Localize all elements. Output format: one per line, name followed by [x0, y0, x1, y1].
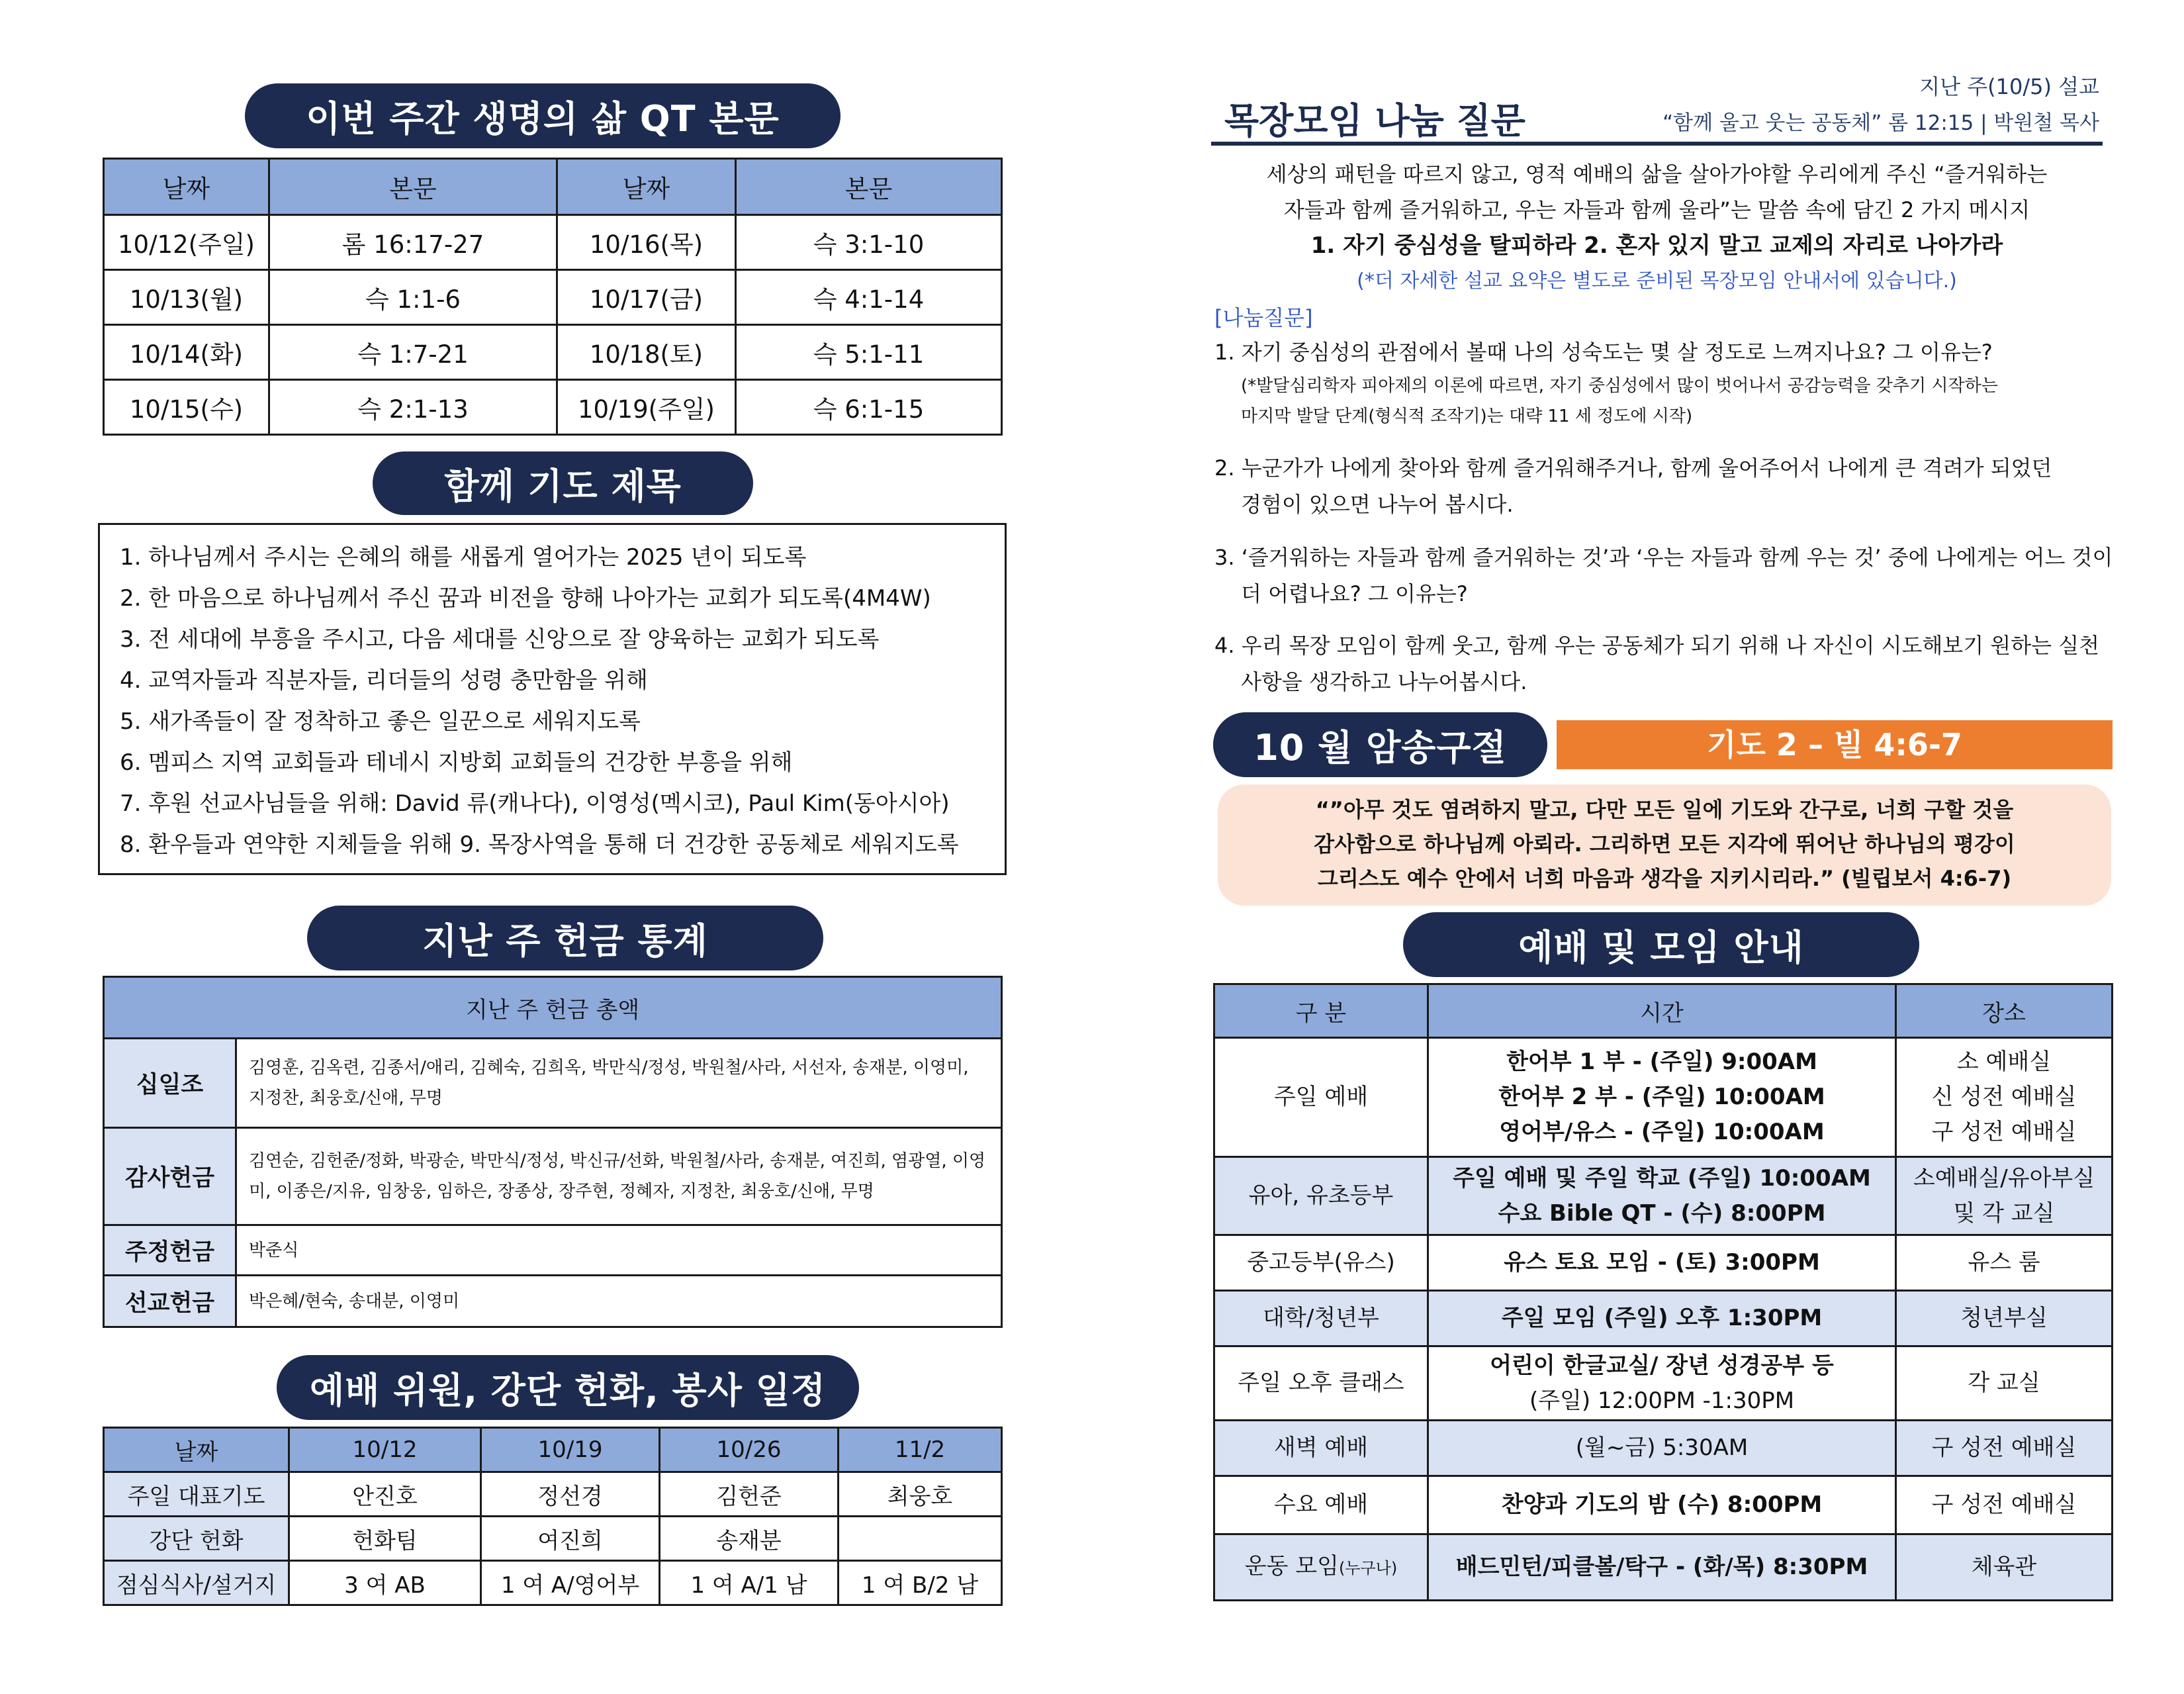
services-title: 예배 및 모임 안내: [1403, 912, 1919, 977]
qt-cell: 10/17(금): [557, 270, 736, 325]
service-label-small: (누구나): [1338, 1558, 1398, 1577]
duty-cell: 안진호: [289, 1472, 481, 1517]
service-time: 주일 예배 및 주일 학교 (주일) 10:00AM: [1453, 1164, 1871, 1192]
service-label: 주일 오후 클래스: [1214, 1346, 1428, 1421]
memory-title: 10 월 암송구절: [1213, 712, 1547, 777]
offering-label: 주정헌금: [104, 1225, 236, 1276]
qt-cell: 슥 5:1-11: [736, 325, 1002, 380]
duty-cell: 헌화팀: [289, 1517, 481, 1561]
qt-cell: 슥 1:1-6: [269, 270, 557, 325]
service-time: (주일) 12:00PM -1:30PM: [1529, 1387, 1795, 1414]
sermon-info: 지난 주(10/5) 설교: [1919, 74, 2099, 99]
table-row: [1214, 1421, 2113, 1476]
prayer-item: 7. 후원 선교사님들을 위해: David 류(캐나다), 이영성(멕시코), Paul Kim(동아시아): [120, 790, 950, 817]
service-label: [1214, 1534, 1428, 1601]
service-place: 및 각 교실: [1953, 1200, 2055, 1227]
offering-table: [103, 976, 1003, 1328]
qt-cell: 롬 16:17-27: [269, 215, 557, 270]
question-note: 마지막 발달 단계(형식적 조작기)는 대략 11 세 정도에 시작): [1241, 406, 1693, 426]
duty-cell: 송재분: [660, 1517, 839, 1561]
question-text: 3. ‘즐거워하는 자들과 함께 즐거워하는 것’과 ‘우는 자들과 함께 우는 것’ 중에 나에게는 어느 것이: [1214, 545, 2113, 570]
duty-header: 11/2: [839, 1428, 1002, 1472]
service-time: 수요 Bible QT - (수) 8:00PM: [1498, 1200, 1826, 1227]
qt-table: [103, 158, 1003, 436]
duty-cell: 최웅호: [839, 1472, 1002, 1517]
service-place: 신 성전 예배실: [1931, 1084, 2077, 1110]
service-place: 체육관: [1971, 1554, 2037, 1580]
service-label: 유아, 유초등부: [1214, 1157, 1428, 1235]
qt-header: 날짜: [557, 159, 736, 215]
offering-title: 지난 주 헌금 통계: [307, 906, 823, 970]
memory-verse-box: [1218, 784, 2111, 906]
table-row: [1214, 1038, 2113, 1157]
qt-cell: 10/12(주일): [104, 215, 269, 270]
offering-label: 십일조: [104, 1039, 236, 1128]
intro-line: 세상의 패턴을 따르지 않고, 영적 예배의 삶을 살아가야할 우리에게 주신 “즐거워하는: [1266, 162, 2048, 187]
table-row: [104, 215, 1002, 270]
sermon-title: “함께 울고 웃는 공동체” 롬 12:15 | 박원철 목사: [1662, 111, 2099, 135]
qt-cell: 슥 1:7-21: [269, 325, 557, 380]
duty-header: 날짜: [104, 1428, 289, 1472]
offering-label: 선교헌금: [104, 1276, 236, 1327]
service-place: 청년부실: [1960, 1305, 2048, 1331]
service-label: 대학/청년부: [1214, 1291, 1428, 1346]
table-row: [1214, 1346, 2113, 1421]
offering-header: 지난 주 헌금 총액: [104, 977, 1002, 1039]
question-text: 경험이 있으면 나누어 봅시다.: [1241, 492, 1514, 517]
question-2: [1214, 450, 2115, 523]
table-row: [104, 1128, 1002, 1225]
offering-label: 감사헌금: [104, 1128, 236, 1225]
qt-header: 본문: [736, 159, 1002, 215]
duty-cell: 여진희: [481, 1517, 660, 1561]
service-place: 소예배실/유아부실: [1913, 1164, 2095, 1192]
duty-header: 10/19: [481, 1428, 660, 1472]
service-time: 한어부 2 부 - (주일) 10:00AM: [1498, 1084, 1825, 1110]
prayer-item: 2. 한 마음으로 하나님께서 주신 꿈과 비전을 향해 나아가는 교회가 되도록(4M4W): [120, 585, 931, 612]
table-row: [104, 1472, 1002, 1517]
duty-cell: 3 여 AB: [289, 1561, 481, 1605]
intro-line: 자들과 함께 즐거워하고, 우는 자들과 함께 울라”는 말씀 속에 담긴 2 가지 메시지: [1283, 197, 2030, 222]
sharing-label: [나눔질문]: [1214, 305, 1313, 330]
service-time: 배드민턴/피클볼/탁구 - (화/목) 8:30PM: [1455, 1554, 1868, 1580]
qt-title: 이번 주간 생명의 삶 QT 본문: [245, 83, 841, 148]
table-row: [1214, 1235, 2113, 1291]
service-label-text: 운동 모임: [1244, 1552, 1339, 1579]
service-time: 영어부/유스 - (주일) 10:00AM: [1499, 1119, 1825, 1145]
qt-cell: 슥 3:1-10: [736, 215, 1002, 270]
question-4: [1214, 628, 2115, 700]
service-time: 어린이 한글교실/ 장년 성경공부 등: [1490, 1352, 1834, 1379]
duty-cell: 1 여 A/1 남: [660, 1561, 839, 1605]
qt-header: 날짜: [104, 159, 269, 215]
service-place: 유스 룸: [1968, 1249, 2040, 1276]
question-text: 2. 누군가가 나에게 찾아와 함께 즐거워해주거나, 함께 울어주어서 나에게 큰 격려가 되었던: [1214, 455, 2052, 481]
table-row: [104, 1561, 1002, 1605]
offering-names: 김연순, 김헌준/정화, 박광순, 박만식/정성, 박신규/선화, 박원철/사라, 송재분, 여진희, 염광열, 이영미, 이종은/지유, 임창웅, 임하은, 장종상, 장주현, 정혜자, 지정찬, 최웅호/신애, 무명: [236, 1128, 1002, 1225]
qt-header: 본문: [269, 159, 557, 215]
memory-reference: 기도 2 – 빌 4:6-7: [1557, 720, 2113, 769]
qt-cell: 슥 4:1-14: [736, 270, 1002, 325]
sermon-points: 1. 자기 중심성을 탈피하라 2. 혼자 있지 말고 교제의 자리로 나아가라: [1310, 232, 2003, 259]
table-row: [104, 380, 1002, 435]
question-note: (*발달심리학자 피아제의 이론에 따르면, 자기 중심성에서 많이 벗어나서 공감능력을 갖추기 시작하는: [1241, 376, 1998, 396]
qt-cell: 10/16(목): [557, 215, 736, 270]
question-text: 1. 자기 중심성의 관점에서 볼때 나의 성숙도는 몇 살 정도로 느껴지나요? 그 이유는?: [1214, 340, 1993, 365]
offering-names: 박은혜/현숙, 송대분, 이영미: [236, 1276, 1002, 1327]
prayer-list: [98, 523, 1007, 875]
duty-cell: 김헌준: [660, 1472, 839, 1517]
prayer-item: 3. 전 세대에 부흥을 주시고, 다음 세대를 신앙으로 잘 양육하는 교회가 되도록: [120, 626, 880, 653]
service-place: 소 예배실: [1956, 1049, 2052, 1075]
qt-cell: 10/19(주일): [557, 380, 736, 435]
duty-cell: 1 여 A/영어부: [481, 1561, 660, 1605]
table-row: [104, 325, 1002, 380]
table-row: [104, 1517, 1002, 1561]
offering-names: 박준식: [236, 1225, 1002, 1276]
question-text: 더 어렵나요? 그 이유는?: [1241, 581, 1468, 606]
sharing-intro: [1211, 156, 2103, 299]
service-time: 유스 토요 모임 - (토) 3:00PM: [1504, 1249, 1820, 1276]
service-label: 수요 예배: [1214, 1476, 1428, 1534]
sharing-title: 목장모임 나눔 질문: [1224, 100, 1525, 142]
qt-cell: 10/15(수): [104, 380, 269, 435]
question-1: [1214, 334, 2115, 432]
memory-verse-line: “”아무 것도 염려하지 말고, 다만 모든 일에 기도와 간구로, 너희 구할 것을: [1315, 797, 2014, 822]
table-row: [1214, 1476, 2113, 1534]
table-row: [1214, 1157, 2113, 1235]
service-label: 주일 예배: [1214, 1038, 1428, 1157]
prayer-item: 5. 새가족들이 잘 정착하고 좋은 일꾼으로 세워지도록: [120, 708, 641, 735]
table-row: [104, 270, 1002, 325]
duty-cell: 1 여 B/2 남: [839, 1561, 1002, 1605]
qt-cell: 슥 2:1-13: [269, 380, 557, 435]
title-underline: [1211, 142, 2103, 146]
service-label: 새벽 예배: [1214, 1421, 1428, 1476]
table-row: [104, 1225, 1002, 1276]
question-text: 4. 우리 목장 모임이 함께 웃고, 함께 우는 공동체가 되기 위해 나 자신이 시도해보기 원하는 실천: [1214, 633, 2100, 658]
prayer-item: 6. 멤피스 지역 교회들과 테네시 지방회 교회들의 건강한 부흥을 위해: [120, 749, 793, 776]
duty-label: 점심식사/설거지: [104, 1561, 289, 1605]
question-3: [1214, 540, 2115, 612]
services-header: 장소: [1896, 984, 2113, 1038]
qt-cell: 10/14(화): [104, 325, 269, 380]
services-table: [1213, 983, 2113, 1601]
service-place: 각 교실: [1968, 1370, 2040, 1396]
prayer-title: 함께 기도 제목: [373, 451, 753, 515]
services-header: 시간: [1428, 984, 1896, 1038]
qt-cell: 10/18(토): [557, 325, 736, 380]
table-row: [1214, 1534, 2113, 1601]
duty-cell: 정선경: [481, 1472, 660, 1517]
offering-names: 김영훈, 김옥련, 김종서/애리, 김혜숙, 김희옥, 박만식/정성, 박원철/사라, 서선자, 송재분, 이영미, 지정찬, 최웅호/신애, 무명: [236, 1039, 1002, 1128]
duty-cell: [839, 1517, 1002, 1561]
duty-title: 예배 위원, 강단 헌화, 봉사 일정: [277, 1355, 859, 1420]
service-time: (월~금) 5:30AM: [1575, 1435, 1749, 1461]
table-row: [1214, 1291, 2113, 1346]
question-text: 사항을 생각하고 나누어봅시다.: [1241, 669, 1527, 694]
service-place: 구 성전 예배실: [1931, 1435, 2077, 1461]
sermon-notice: (*더 자세한 설교 요약은 별도로 준비된 목장모임 안내서에 있습니다.): [1357, 269, 1957, 293]
duty-label: 강단 헌화: [104, 1517, 289, 1561]
duty-header: 10/26: [660, 1428, 839, 1472]
prayer-item: 8. 환우들과 연약한 지체들을 위해 9. 목장사역을 통해 더 건강한 공동체로 세워지도록: [120, 831, 959, 858]
service-label: 중고등부(유스): [1214, 1235, 1428, 1291]
prayer-item: 4. 교역자들과 직분자들, 리더들의 성령 충만함을 위해: [120, 667, 648, 694]
memory-verse-line: 감사함으로 하나님께 아뢰라. 그리하면 모든 지각에 뛰어난 하나님의 평강이: [1314, 831, 2015, 857]
memory-verse-line: 그리스도 예수 안에서 너희 마음과 생각을 지키시리라.” (빌립보서 4:6-7): [1317, 866, 2012, 891]
service-time: 한어부 1 부 - (주일) 9:00AM: [1506, 1049, 1817, 1075]
duty-table: [103, 1427, 1003, 1606]
duty-label: 주일 대표기도: [104, 1472, 289, 1517]
service-place: 구 성전 예배실: [1931, 1491, 2077, 1518]
table-row: [104, 1039, 1002, 1128]
duty-header: 10/12: [289, 1428, 481, 1472]
qt-cell: 슥 6:1-15: [736, 380, 1002, 435]
table-row: [104, 1276, 1002, 1327]
qt-cell: 10/13(월): [104, 270, 269, 325]
service-time: 찬양과 기도의 밤 (수) 8:00PM: [1501, 1491, 1823, 1518]
prayer-item: 1. 하나님께서 주시는 은혜의 해를 새롭게 열어가는 2025 년이 되도록: [120, 544, 807, 571]
service-place: 구 성전 예배실: [1931, 1119, 2077, 1145]
services-header: 구 분: [1214, 984, 1428, 1038]
service-time: 주일 모임 (주일) 오후 1:30PM: [1501, 1305, 1823, 1331]
